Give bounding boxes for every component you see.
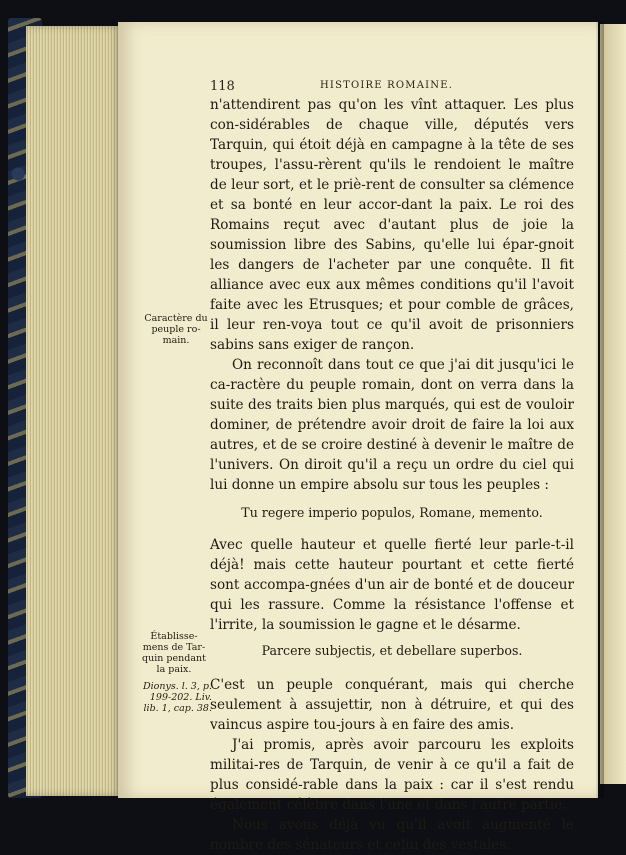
page-body xyxy=(210,95,574,855)
paragraph: J'ai promis, après avoir parcouru les exploits militai-res de Tarquin, de venir à ce qu'il a fait de plus considé-rable dans la paix : car il s'est rendu également célèbre dans l'une et dans l'autre partie. xyxy=(210,737,574,813)
paragraph: Nous avons déjà vu qu'il avoit augmenté le nombre des sénateurs et celui des vestales. xyxy=(210,817,574,853)
running-header xyxy=(210,79,574,95)
margin-note-citation: Dionys. l. 3, p. 199-202. Liv. lib. 1, cap. 38. xyxy=(142,681,212,714)
page-number: 118 xyxy=(210,79,235,94)
margin-note-etablissemens: Établisse- mens de Tar- quin pendant la paix. xyxy=(142,631,206,675)
margin-note-caractere: Caractère du peuple ro- main. xyxy=(144,313,208,346)
paragraph: n'attendirent pas qu'on les vînt attaquer. Les plus con-sidérables de chaque ville, députés vers Tarquin, qui étoit déjà en campagne à la tête de ses troupes, l'assu-rèrent qu'ils le rendoient le maître de leur sort, et le priè-rent de consulter sa clémence et sa bonté en leur accor-dant la paix. Le roi des Romains reçut avec d'autant plus de joie la soumission libre des Sabins, qu'elle lui épar-gnoit les dangers de l'acheter par une conquête. Il fit alliance avec eux aux mêmes conditions qu'il l'avoit faite avec les Etrusques; et pour comble de grâces, il leur ren-voya tout ce qu'il avoit de prisonniers sabins sans exiger de rançon. xyxy=(210,97,574,353)
running-title: HISTOIRE ROMAINE. xyxy=(320,80,454,91)
paragraph: Avec quelle hauteur et quelle fierté leur parle-t-il déjà! mais cette hauteur pourtant et cette fierté sont accompa-gnées d'un air de bonté et de douceur qui les rassure. Comme la résistance l'offense et l'irrite, la soumission le gagne et le désarme. xyxy=(210,537,574,633)
gutter-shadow xyxy=(596,22,604,798)
paragraph: C'est un peuple conquérant, mais qui cherche seulement à assujettir, non à détruire, et qui des vaincus aspire tou-jours à en faire des amis. xyxy=(210,677,574,733)
latin-quote: Tu regere imperio populos, Romane, memento. xyxy=(241,505,543,520)
paragraph: On reconnoît dans tout ce que j'ai dit jusqu'ici le ca-ractère du peuple romain, dont on verra dans la suite des traits bien plus marqués, qui est de vouloir dominer, de prétendre avoir droit de faire la loi aux autres, et de se croire destiné à devenir le maître de l'univers. On diroit qu'il a reçu un ordre du ciel qui lui donne un empire absolu sur tous les peuples : xyxy=(210,357,574,493)
page-block-edges xyxy=(26,26,122,796)
latin-quote: Parcere subjectis, et debellare superbos. xyxy=(261,643,523,658)
